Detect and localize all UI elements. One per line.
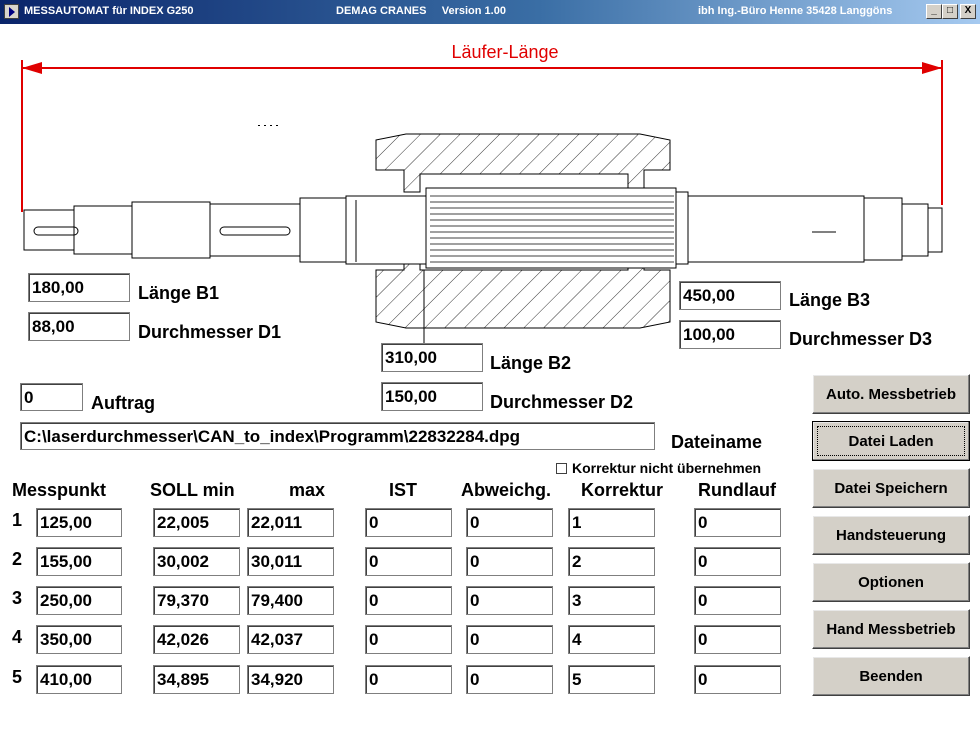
ist-field[interactable]: 0 xyxy=(365,586,452,615)
korrektur-field[interactable]: 2 xyxy=(568,547,655,576)
header-ist: IST xyxy=(389,480,418,500)
laeufer-laenge-label: Läufer-Länge xyxy=(451,42,559,62)
soll-max-field[interactable]: 22,011 xyxy=(247,508,334,537)
row-number: 5 xyxy=(12,667,23,687)
soll-max-field[interactable]: 79,400 xyxy=(247,586,334,615)
header-messpunkt: Messpunkt xyxy=(12,480,107,500)
laenge-b2-label: Länge B2 xyxy=(490,353,572,373)
auto-messbetrieb-button[interactable]: Auto. Messbetrieb xyxy=(812,374,970,414)
durchmesser-d3-field[interactable]: 100,00 xyxy=(679,320,781,349)
header-abweichung: Abweichg. xyxy=(461,480,552,500)
messpunkt-field[interactable]: 250,00 xyxy=(36,586,122,615)
row-number: 2 xyxy=(12,549,23,569)
close-button[interactable]: X xyxy=(960,4,976,19)
durchmesser-d1-field[interactable]: 88,00 xyxy=(28,312,130,341)
korrektur-field[interactable]: 5 xyxy=(568,665,655,694)
ist-field[interactable]: 0 xyxy=(365,508,452,537)
window-title: MESSAUTOMAT für INDEX G250 xyxy=(24,5,194,17)
abweichung-field[interactable]: 0 xyxy=(466,665,553,694)
laenge-b1-field[interactable]: 180,00 xyxy=(28,273,130,302)
soll-min-field[interactable]: 42,026 xyxy=(153,625,240,654)
messpunkt-field[interactable]: 125,00 xyxy=(36,508,122,537)
auftrag-field[interactable]: 0 xyxy=(20,383,83,411)
korrektur-checkbox-label: Korrektur nicht übernehmen xyxy=(572,460,762,476)
soll-min-field[interactable]: 30,002 xyxy=(153,547,240,576)
laenge-b3-label: Länge B3 xyxy=(789,290,871,310)
ist-field[interactable]: 0 xyxy=(365,547,452,576)
optionen-button[interactable]: Optionen xyxy=(812,562,970,602)
header-max: max xyxy=(289,480,326,500)
messpunkt-field[interactable]: 410,00 xyxy=(36,665,122,694)
maximize-button[interactable]: □ xyxy=(942,4,958,19)
row-number: 1 xyxy=(12,510,23,530)
ist-field[interactable]: 0 xyxy=(365,665,452,694)
rundlauf-field[interactable]: 0 xyxy=(694,547,781,576)
laenge-b1-label: Länge B1 xyxy=(138,283,220,303)
soll-max-field[interactable]: 30,011 xyxy=(247,547,334,576)
window-subtitle: DEMAG CRANES Version 1.00 xyxy=(336,5,506,17)
messpunkt-field[interactable]: 155,00 xyxy=(36,547,122,576)
ist-field[interactable]: 0 xyxy=(365,625,452,654)
soll-min-field[interactable]: 22,005 xyxy=(153,508,240,537)
messpunkt-field[interactable]: 350,00 xyxy=(36,625,122,654)
soll-max-field[interactable]: 42,037 xyxy=(247,625,334,654)
rundlauf-field[interactable]: 0 xyxy=(694,586,781,615)
dateiname-field[interactable]: C:\laserdurchmesser\CAN_to_index\Programm\22832284.dpg xyxy=(20,422,655,450)
korrektur-field[interactable]: 4 xyxy=(568,625,655,654)
row-number: 4 xyxy=(12,627,23,647)
korrektur-field[interactable]: 3 xyxy=(568,586,655,615)
window-company: ibh Ing.-Büro Henne 35428 Langgöns xyxy=(698,5,893,17)
rundlauf-field[interactable]: 0 xyxy=(694,625,781,654)
header-soll-min: SOLL min xyxy=(150,480,235,500)
datei-speichern-button[interactable]: Datei Speichern xyxy=(812,468,970,508)
soll-max-field[interactable]: 34,920 xyxy=(247,665,334,694)
handsteuerung-button[interactable]: Handsteuerung xyxy=(812,515,970,555)
dateiname-label: Dateiname xyxy=(671,432,763,452)
soll-min-field[interactable]: 79,370 xyxy=(153,586,240,615)
rundlauf-field[interactable]: 0 xyxy=(694,665,781,694)
durchmesser-d3-label: Durchmesser D3 xyxy=(789,329,933,349)
row-number: 3 xyxy=(12,588,23,608)
abweichung-field[interactable]: 0 xyxy=(466,547,553,576)
korrektur-checkbox[interactable] xyxy=(556,463,567,474)
soll-min-field[interactable]: 34,895 xyxy=(153,665,240,694)
beenden-button[interactable]: Beenden xyxy=(812,656,970,696)
abweichung-field[interactable]: 0 xyxy=(466,508,553,537)
durchmesser-d1-label: Durchmesser D1 xyxy=(138,322,282,342)
rundlauf-field[interactable]: 0 xyxy=(694,508,781,537)
laenge-b2-field[interactable]: 310,00 xyxy=(381,343,483,372)
app-icon[interactable] xyxy=(4,4,19,19)
minimize-button[interactable]: _ xyxy=(926,4,942,19)
abweichung-field[interactable]: 0 xyxy=(466,586,553,615)
header-korrektur: Korrektur xyxy=(581,480,664,500)
auftrag-label: Auftrag xyxy=(91,393,155,413)
datei-laden-button[interactable]: Datei Laden xyxy=(812,421,970,461)
durchmesser-d2-field[interactable]: 150,00 xyxy=(381,382,483,411)
header-rundlauf: Rundlauf xyxy=(698,480,776,500)
korrektur-field[interactable]: 1 xyxy=(568,508,655,537)
abweichung-field[interactable]: 0 xyxy=(466,625,553,654)
durchmesser-d2-label: Durchmesser D2 xyxy=(490,392,634,412)
laenge-b3-field[interactable]: 450,00 xyxy=(679,281,781,310)
title-bar xyxy=(0,0,980,24)
hand-messbetrieb-button[interactable]: Hand Messbetrieb xyxy=(812,609,970,649)
